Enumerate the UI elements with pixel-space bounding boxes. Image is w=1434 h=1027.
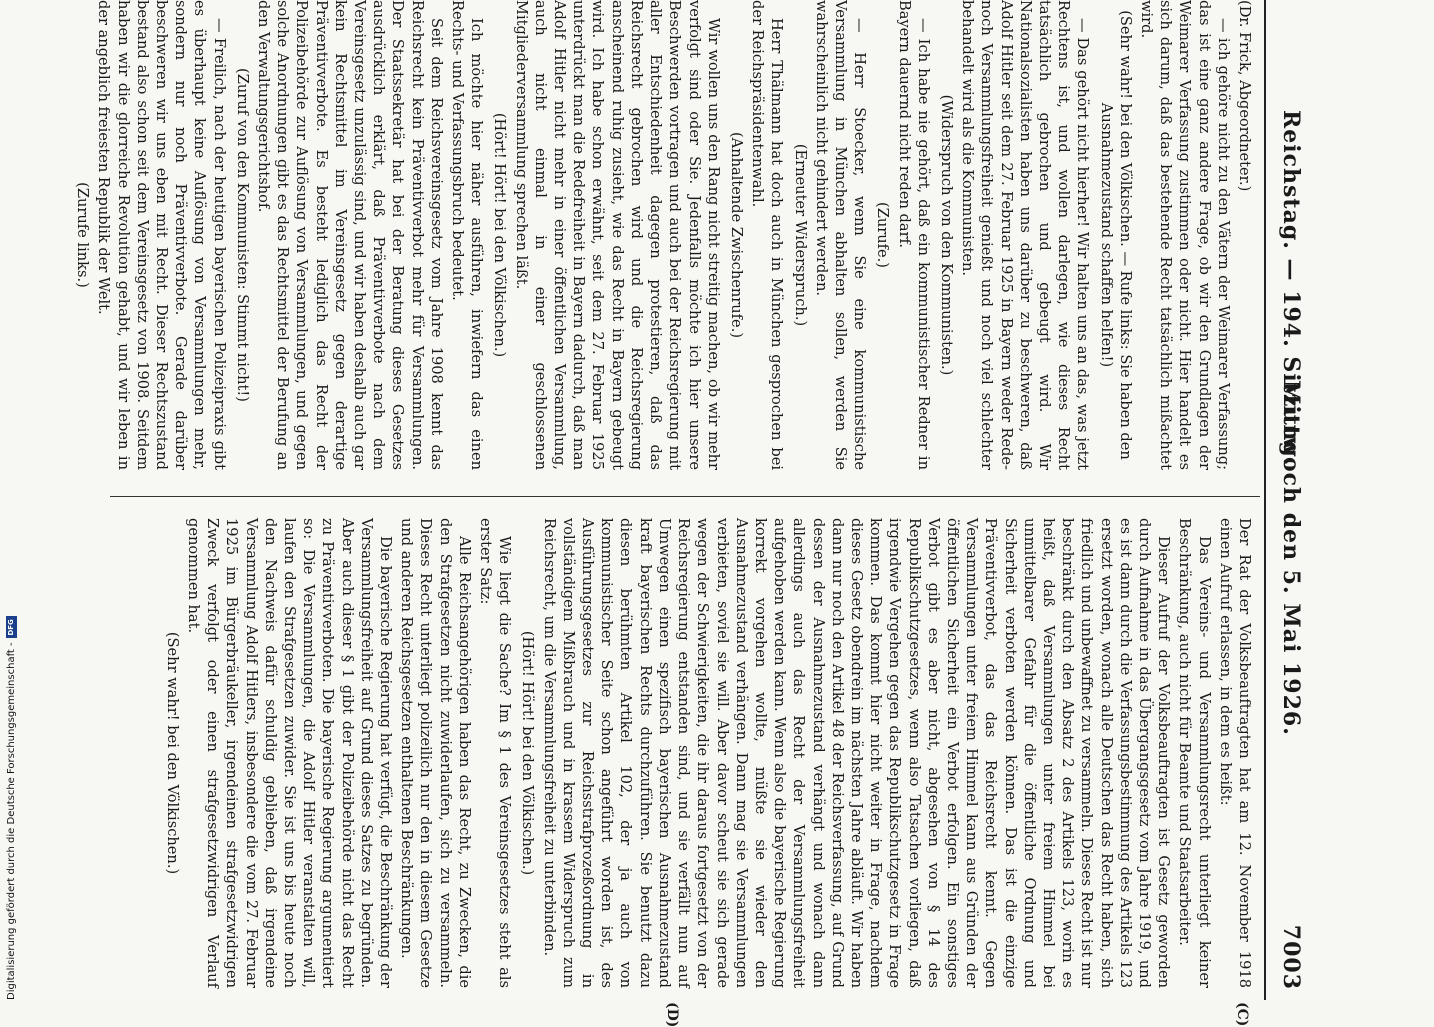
interjection: (Zurufe.) — [874, 202, 892, 268]
margin-mark-c: (C) — [1234, 1002, 1250, 1027]
paragraph: — Freilich, nach der heutigen bayerischen Polizeipraxis gibt es überhaupt keine Auflösung von Versammlungen mehr, sondern nur noch Präventivverbote. Gerade darüber beschweren wir uns eben mit Recht. Dieser Rechtszustand bestand also schon seit dem Vereinsgesetz von 1908. Seitdem haben wir die glorreiche Revolution gehabt, und wir leben in der angeblich freiesten Republik der Welt. — [95, 0, 228, 470]
paragraph: Alle Reichsangehörigen haben das Recht, zu Zwecken, die den Strafgesetzen nicht zuwiderlaufen, sich zu versammeln. Dieses Recht unterliegt polizeilich nur den in diesem Gesetze und anderen Reichsgesetzen enthaltenen Beschränkungen. — [398, 518, 473, 988]
paragraph: Dieser Aufruf der Volksbeauftragten ist Gesetz geworden durch Aufnahme in das Übergangsgesetz vom Jahre 1919, und es ist dann durch die Verfassungsbestimmung des Artikels 123 ersetzt worden, wonach alle Deutschen das Recht haben, sich friedlich und unbewaffnet zu versammeln. Dieses Recht ist nur beschränkt durch den Absatz 2 des Artikels 123, worin es heißt, daß Versammlungen unter freiem Himmel bei unmittelbarer Gefahr für die öffentliche Ordnung und Sicherheit verboten werden können. Das ist die einzige Präventivverbot, das das Reichsrecht kennt. Gegen Versammlungen unter freiem Himmel kann aus Gründen der öffentlichen Sicherheit ein Verbot erfolgen. Ein sonstiges Verbot gibt es aber nicht, abgesehen von § 14 des Republikschutzgesetzes, wenn also Tatsachen vorliegen, daß irgendwie Vergehen gegen das Republikschutzgesetz in Frage kommen. Das kommt hier nicht weiter in Frage, nachdem dieses Gesetz obendrein im nächsten Jahre abläuft. Wir haben dann nur noch den Artikel 48 der Reichsverfassung, auf Grund dessen der Ausnahmezustand verhängt und wonach dann allerdings auch das Recht der Versammlungsfreiheit aufgehoben werden kann. Wenn also die bayerische Regierung korrekt vorgehen wollte, müßte sie wieder den Ausnahmezustand verhängen. Dann mag sie Versammlungen verbieten, soviel sie will. Aber davor scheut sie sich gerade wegen der Schwierigkeiten, die ihr daraus fortgesetzt von der Reichsregierung entstanden sind, und sie verfällt nun auf Umwegen einen spezifisch bayerischen Ausnahmezustand kraft bayerischen Rechts durchzuführen. Sie benutzt dazu diesen berühmten Artikel 102, der ja auch von kommunistischer Seite schon angeführt worden ist, des Ausführungsgesetzes zur Reichsstrafprozeßordnung in vollständigem Mißbrauch und in krassem Widerspruch zum Reichsrecht, um die Versammlungsfreiheit zu unterbinden. — [540, 518, 1173, 988]
paragraph: Wie liegt die Sache? Im § 1 des Vereinsgesetzes steht als erster Satz: — [477, 518, 514, 988]
right-column — [159, 518, 1254, 988]
paragraph: — Das gehört nicht hierher! Wir halten uns an das, was jetzt Rechtens ist, und wollen darlegen, wie dieses Recht tatsächlich gebrochen und gebeugt wird. Wir Nationalsozialisten haben uns darüber zu beschweren, daß Adolf Hitler seit dem 27. Februar 1925 in Bayern weder Rede- noch Versammlungsfreiheit genießt und noch viel schlechter behandelt wird als die Kommunisten. — [959, 0, 1092, 470]
interjection: (Zurufe links.) — [74, 182, 92, 288]
page-number: 7003 — [1278, 924, 1304, 990]
interjection: (Erneuter Widerspruch.) — [791, 143, 809, 327]
paragraph: (Dr. Frick, Abgeordneter.) — [1236, 0, 1253, 192]
column-divider — [110, 496, 1260, 497]
rotated-sheet — [74, 0, 1320, 1027]
paragraph: Wir wollen uns den Rang nicht streitig machen, ob wir mehr verfolgt sind oder Sie. Jedenfalls möchte ich hier unsere Beschwerden vortragen und auch bei der Reichsregierung mit aller Entschiedenheit dagegen protestieren, daß das Reichsrecht gebrochen wird und die Reichsregierung anscheinend ruhig zusieht, wie das Recht in Bayern gebeugt wird. Ich habe schon erwähnt, seit dem 27. Februar 1925 unterdrückt man die Redefreiheit in Bayern dadurch, daß man Adolf Hitler nicht mehr in einer öffentlichen Versammlung, auch nicht einmal in einer geschlossenen Mitgliederversammlung sprechen läßt. — [512, 0, 722, 470]
interjection: (Zuruf von den Kommunisten: Stimmt nicht!) — [233, 68, 251, 402]
paragraph: Herr Thälmann hat doch auch in München gesprochen bei der Reichspräsidentenwahl. — [749, 0, 786, 470]
dfg-logo: DFG — [6, 616, 17, 638]
paragraph: — ich gehöre nicht zu den Vätern der Weimarer Verfassung; das ist eine ganz andere Frage, ob wir den Grundlagen der Weimarer Verfassung zustimmen oder nicht. Hier handelt es sich darum, daß das bestehende Recht tatsächlich mißachtet wird. — [1137, 0, 1232, 470]
left-column — [69, 0, 1254, 470]
interjection: (Hört! Hört! bei den Völkischen.) — [491, 112, 509, 358]
header-left: Reichstag. — 194. Sitzung. — [1278, 110, 1304, 467]
paragraph: Der Rat der Volksbeauftragten hat am 12. November 1918 einen Aufruf erlassen, in dem es heißt: — [1216, 518, 1253, 988]
interjection: (Widerspruch von den Kommunisten.) — [937, 94, 955, 376]
paragraph: — Herr Stoecker, wenn Sie eine kommunistische Versammlung in München abhalten sollen, werden Sie wahrscheinlich nicht gehindert werden. — [812, 0, 869, 470]
paragraph: Die bayerische Regierung hat verfügt, die Beschränkung der Versammlungsfreiheit auf Grund dieses Satzes zu begründen. Aber auch dieser § 1 gibt der Polizeibehörde nicht das Recht zu Präventivverboten. Die bayerische Regierung argumentiert so: Die Versammlungen, die Adolf Hitler veranstalten will, laufen den Strafgesetzen zuwider. Sie ist uns bis heute noch den Nachweis dafür schuldig geblieben, daß irgendeine Versammlung Adolf Hitlers, insbesondere die vom 27. Februar 1925 im Bürgerbräukeller, irgendeinen strafgesetzwidrigen Zweck verfolgt oder einen strafgesetzwidrigen Verlauf genommen hat. — [185, 518, 395, 988]
margin-mark-d: (D) — [664, 1002, 680, 1027]
interjection: (Hört! Hört! bei den Völkischen.) — [519, 630, 537, 876]
interjection: (Sehr wahr! bei den Völkischen.) — [163, 631, 181, 875]
header-rule — [1264, 0, 1266, 1000]
interjection: (Anhaltende Zwischenrufe.) — [727, 131, 745, 339]
paragraph: Ich möchte hier näher ausführen, inwiefern das einen Rechts- und Verfassungsbruch bedeutet. — [449, 0, 486, 470]
paragraph: Das Vereins- und Versammlungsrecht unterliegt keiner Beschränkung, auch nicht für Beamte und Staatsarbeiter. — [1176, 518, 1213, 988]
interjection: (Sehr wahr! bei den Völkischen. — Rufe links: Sie haben den Ausnahmezustand schaffen helfen!) — [1097, 10, 1134, 460]
running-header — [1270, 110, 1310, 990]
digitization-footer — [4, 360, 18, 1000]
paragraph: — Ich habe nie gehört, daß ein kommunistischer Redner in Bayern dauernd nicht reden darf. — [895, 0, 932, 470]
paragraph: Seit dem Reichsvereinsgesetz vom Jahre 1908 kennt das Reichsrecht kein Präventivverbot mehr für Versammlungen. Der Staatssekretär hat bei der Beratung dieses Gesetzes ausdrücklich erklärt, daß Präventivverbote nach dem Vereinsgesetz unzulässig sind, und wir haben deshalb auch gar kein Rechtsmittel im Vereinsgesetz gegen derartige Präventivverbote. Es besteht lediglich das Recht der Polizeibehörde zur Auflösung von Versammlungen, und gegen solche Anordnungen gibt es das Rechtsmittel der Berufung an den Verwaltungsgerichtshof. — [255, 0, 445, 470]
footer-text: Digitalisierung gefördert durch die Deutsche Forschungsgemeinschaft - — [5, 642, 17, 1000]
header-date: Mittwoch den 5. Mai 1926. — [1278, 380, 1304, 736]
